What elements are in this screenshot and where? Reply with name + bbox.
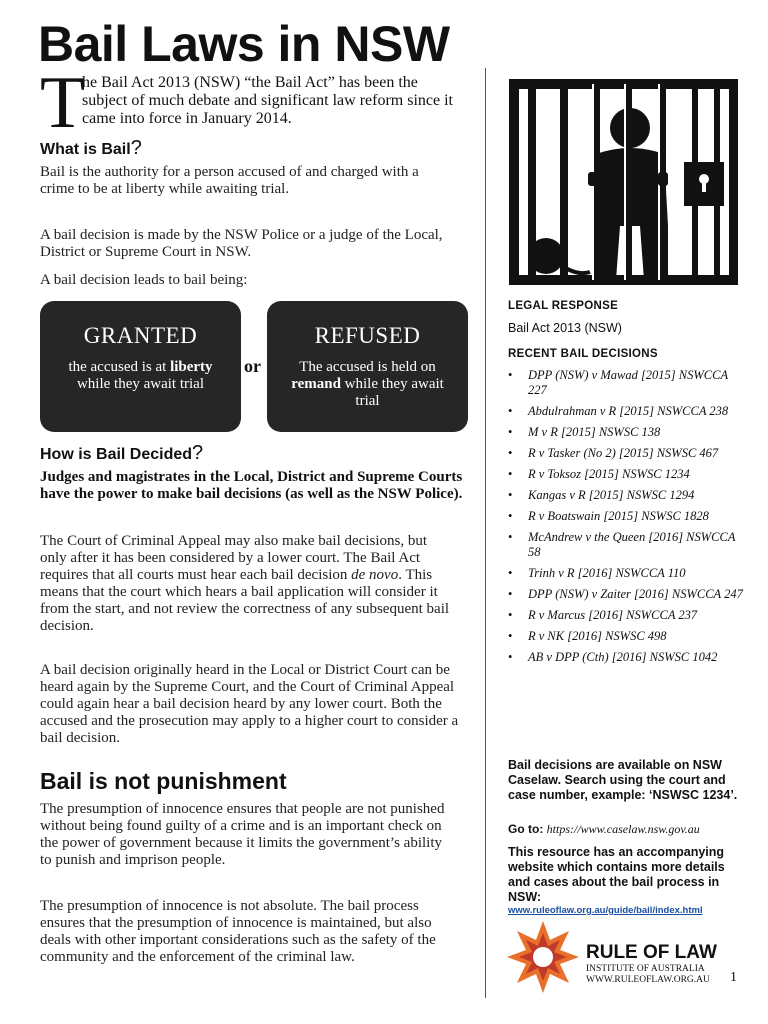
resource-link-line <box>508 905 703 916</box>
page-number: 1 <box>730 970 737 985</box>
intro-paragraph: he Bail Act 2013 (NSW) “the Bail Act” has been the subject of much debate and significant law reform since it came into force in January 2014. <box>82 74 453 127</box>
what-is-bail-heading <box>40 137 142 160</box>
rule-of-law-logo-icon <box>506 920 580 994</box>
prison-cell-icon <box>508 76 738 288</box>
how-decided-heading <box>40 442 203 465</box>
granted-text-pre: the accused is at <box>68 359 167 375</box>
court-of-appeal-paragraph <box>40 533 450 635</box>
refused-text-bold: remand <box>291 376 341 392</box>
bail-outcome-intro: A bail decision leads to bail being: <box>40 272 248 288</box>
logo-url: WWW.RULEOFLAW.ORG.AU <box>586 975 710 985</box>
legal-response-heading: LEGAL RESPONSE <box>508 300 619 312</box>
paragraph-part: . This means that the court which hears a bail application will consider it from the start, and not review the correctness of any subsequent bail decision. <box>40 567 450 634</box>
list-item: • Trinh v R [2016] NSWCCA 110 <box>508 566 748 581</box>
or-label: or <box>244 356 261 376</box>
list-item: • AB v DPP (Cth) [2016] NSWSC 1042 <box>508 650 748 665</box>
resource-link[interactable]: www.ruleoflaw.org.au/guide/bail/index.html <box>508 905 703 916</box>
column-divider <box>485 68 486 998</box>
refused-title: REFUSED <box>314 323 421 348</box>
de-novo-term: de novo <box>351 567 399 583</box>
drop-cap: T <box>40 62 86 144</box>
granted-text-bold: liberty <box>170 359 213 375</box>
how-decided-lead: Judges and magistrates in the Local, District and Supreme Courts have the power to make bail decisions (as well as the NSW Police). <box>40 469 463 502</box>
refused-box <box>267 301 468 432</box>
heading-text: What is Bail <box>40 141 131 158</box>
goto-label: Go to: <box>508 822 544 836</box>
bail-definition: Bail is the authority for a person accused of and charged with a crime to be at liberty while awaiting trial. <box>40 164 419 197</box>
logo-subtitle <box>586 964 710 986</box>
resource-note: This resource has an accompanying website which contains more details and cases about the bail process in NSW: <box>508 845 725 904</box>
bail-decision-makers: A bail decision is made by the NSW Police or a judge of the Local, District or Supreme Court in NSW. <box>40 227 443 260</box>
list-item: • DPP (NSW) v Zaiter [2016] NSWCCA 247 <box>508 587 748 602</box>
caselaw-link[interactable]: https://www.caselaw.nsw.gov.au <box>546 822 700 836</box>
list-item: • DPP (NSW) v Mawad [2015] NSWCCA 227 <box>508 368 748 398</box>
list-item: • R v Toksoz [2015] NSWSC 1234 <box>508 467 748 482</box>
recent-decisions-heading: RECENT BAIL DECISIONS <box>508 348 658 360</box>
caselaw-note: Bail decisions are available on NSW Caselaw. Search using the court and case number, example: ‘NSWSC 1234’. <box>508 758 738 802</box>
list-item: • R v Tasker (No 2) [2015] NSWSC 467 <box>508 446 748 461</box>
logo-name: RULE OF LAW <box>586 942 717 963</box>
granted-box <box>40 301 241 432</box>
refused-description <box>267 359 468 410</box>
presumption-limits-paragraph: The presumption of innocence is not absolute. The bail process ensures that the presumption of innocence is maintained, but also deals with other important considerations such as the safety of the community and the enforcement of the criminal law. <box>40 898 436 965</box>
heading-question-mark: ? <box>130 137 142 159</box>
higher-court-paragraph: A bail decision originally heard in the Local or District Court can be heard again by the Supreme Court, and the Court of Criminal Appeal could again hear a bail decision heard by any lower court. Both the accused and the prosecution may apply to a higher court to consider a bail decision. <box>40 662 459 746</box>
refused-text-post: while they await trial <box>344 376 444 409</box>
refused-text-pre: The accused is held on <box>299 359 436 375</box>
not-punishment-heading: Bail is not punishment <box>40 768 287 794</box>
list-item: • Abdulrahman v R [2015] NSWCCA 238 <box>508 404 748 419</box>
page-title: Bail Laws in NSW <box>38 16 450 72</box>
logo-subtitle-line: INSTITUTE OF AUSTRALIA <box>586 964 705 974</box>
presumption-paragraph: The presumption of innocence ensures that people are not punished without being found guilty of a crime and is an important check on the power of government because it limits the government’s ability to punish and imprison people. <box>40 801 445 868</box>
granted-title: GRANTED <box>83 323 198 348</box>
heading-question-mark: ? <box>192 442 204 464</box>
list-item: • Kangas v R [2015] NSWSC 1294 <box>508 488 748 503</box>
goto-line <box>508 822 700 837</box>
granted-text-post: while they await trial <box>76 376 205 392</box>
heading-text: How is Bail Decided <box>40 446 193 463</box>
list-item: • R v Boatswain [2015] NSWSC 1828 <box>508 509 748 524</box>
list-item: • McAndrew v the Queen [2016] NSWCCA 58 <box>508 530 748 560</box>
legal-response-value: Bail Act 2013 (NSW) <box>508 321 622 335</box>
granted-description <box>40 359 241 393</box>
list-item: • M v R [2015] NSWSC 138 <box>508 425 748 440</box>
list-item: • R v Marcus [2016] NSWCCA 237 <box>508 608 748 623</box>
case-list <box>508 368 748 671</box>
paragraph-part: The Court of Criminal Appeal may also make bail decisions, but only after it has been considered by a lower court. The Bail Act requires that all courts must hear each bail decision <box>40 533 428 583</box>
list-item: • R v NK [2016] NSWSC 498 <box>508 629 748 644</box>
